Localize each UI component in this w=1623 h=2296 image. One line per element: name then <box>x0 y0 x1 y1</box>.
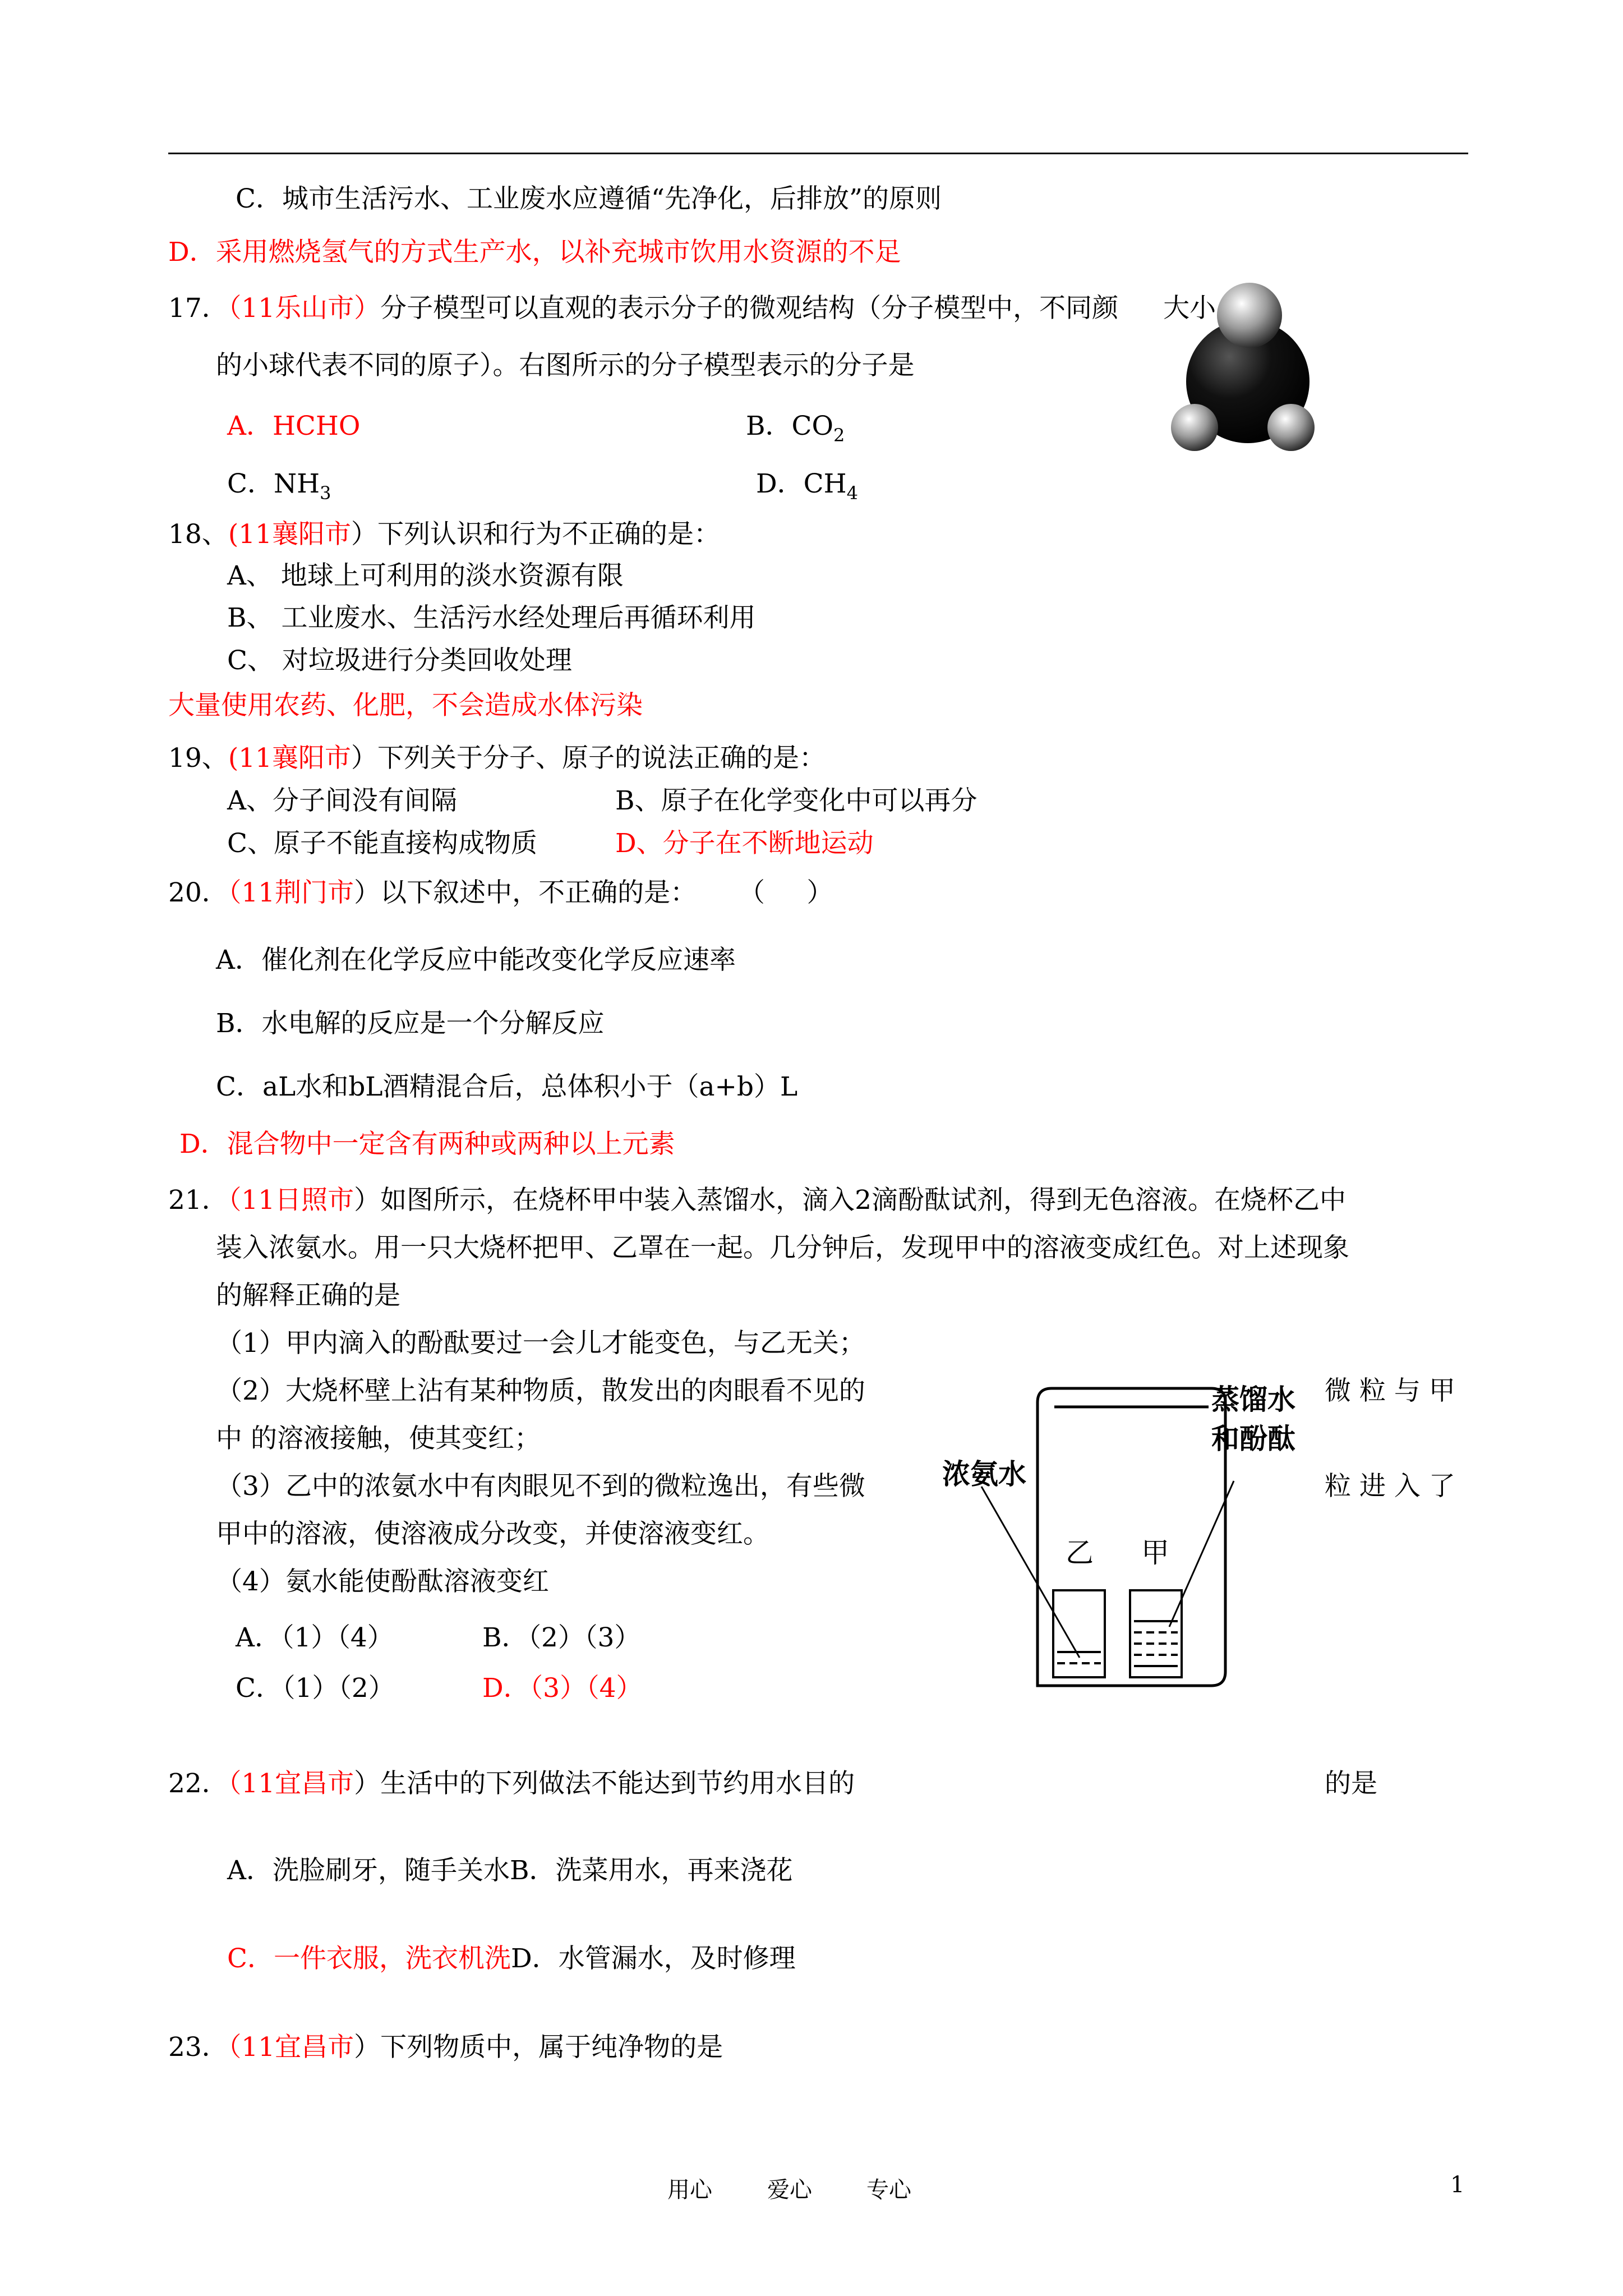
q19-option-c: C、原子不能直接构成物质 <box>227 828 537 859</box>
footer-motto-2: 爱心 <box>767 2177 812 2203</box>
small-atom-top <box>1217 283 1282 348</box>
question-23: 23．（11宜昌市）下列物质中，属于纯净物的是 <box>168 2032 723 2063</box>
option-c-line: C．城市生活污水、工业废水应遵循“先净化，后排放”的原则 <box>236 183 942 214</box>
q21-statement-3-right: 粒 进 入 了 <box>1325 1471 1455 1502</box>
q17-option-c: C．$NH_3$ <box>227 468 331 504</box>
q21-option-b: B．（2）（3） <box>482 1622 641 1653</box>
small-atom-right <box>1267 404 1315 451</box>
header-rule <box>168 153 1468 154</box>
label-water-line1: 蒸馏水 <box>1211 1383 1295 1416</box>
q19-option-b: B、原子在化学变化中可以再分 <box>615 785 978 816</box>
question-22-end: 的是 <box>1325 1768 1377 1799</box>
question-text-end: 大小 <box>1163 293 1216 324</box>
footer-motto-3: 专心 <box>866 2177 911 2203</box>
q21-option-a: A．（1）（4） <box>236 1622 394 1653</box>
molecule-model-figure <box>1166 280 1324 460</box>
beaker-experiment-figure <box>942 1369 1335 1694</box>
question-17-cont: 的小球代表不同的原子）。右图所示的分子模型表示的分子是 <box>216 350 915 381</box>
q20-option-c: C．aL水和bL酒精混合后，总体积小于（a+b）L <box>216 1071 798 1102</box>
question-18: 18、(11襄阳市）下列认识和行为不正确的是： <box>168 519 720 550</box>
q21-statement-3: （3）乙中的浓氨水中有肉眼见不到的微粒逸出，有些微 <box>216 1471 865 1502</box>
q18-option-b: B、 工业废水、生活污水经处理后再循环利用 <box>227 602 756 633</box>
q21-option-d: D．（3）（4） <box>482 1673 643 1704</box>
q21-statement-1: （1）甲内滴入的酚酞要过一会儿才能变色，与乙无关； <box>216 1328 865 1359</box>
q18-option-a: A、 地球上可利用的淡水资源有限 <box>227 560 624 591</box>
q21-statement-4: （4）氨水能使酚酞溶液变红 <box>216 1566 549 1597</box>
footer-motto-1: 用心 <box>667 2177 712 2203</box>
q19-option-a: A、分子间没有间隔 <box>227 785 457 816</box>
q18-option-d: 大量使用农药、化肥，不会造成水体污染 <box>168 690 643 721</box>
question-20: 20．（11荆门市）以下叙述中，不正确的是： （ ） <box>168 877 833 908</box>
label-jia: 甲 <box>1141 1536 1169 1569</box>
q22-options-ab: A．洗脸刷牙，随手关水B．洗菜用水，再来浇花 <box>227 1855 793 1886</box>
small-atom-left <box>1171 404 1218 451</box>
question-21-cont: 装入浓氨水。用一只大烧杯把甲、乙罩在一起。几分钟后，发现甲中的溶液变成红色。对上述现象 <box>216 1232 1349 1263</box>
beaker-jia <box>1130 1590 1182 1677</box>
question-number: 17． <box>168 293 228 324</box>
q20-option-b: B．水电解的反应是一个分解反应 <box>216 1008 605 1039</box>
label-water-line2: 和酚酞 <box>1211 1423 1295 1455</box>
q22-options-cd <box>227 1942 796 1976</box>
question-17 <box>168 292 1216 325</box>
q19-option-d: D、分子在不断地运动 <box>615 828 874 859</box>
label-ammonia: 浓氨水 <box>942 1458 1026 1490</box>
q22-option-d: D．水管漏水，及时修理 <box>510 1943 796 1974</box>
q21-statement-2-cont: 中 的溶液接触，使其变红； <box>216 1423 541 1454</box>
q21-statement-2-right: 微 粒 与 甲 <box>1325 1375 1455 1406</box>
q17-option-b: B．$CO_2$ <box>746 411 845 446</box>
question-22: 22．（11宜昌市）生活中的下列做法不能达到节约用水目的 <box>168 1768 855 1799</box>
label-yi: 乙 <box>1066 1536 1094 1569</box>
q21-statement-3-cont: 甲中的溶液，使溶液成分改变，并使溶液变红。 <box>216 1519 769 1549</box>
question-text: 分子模型可以直观的表示分子的微观结构（分子模型中，不同颜 <box>380 293 1119 324</box>
q20-option-d: D．混合物中一定含有两种或两种以上元素 <box>179 1129 675 1159</box>
question-21-cont2: 的解释正确的是 <box>216 1280 400 1311</box>
q21-statement-2: （2）大烧杯壁上沾有某种物质，散发出的肉眼看不见的 <box>216 1375 865 1406</box>
q21-option-c: C．（1）（2） <box>236 1673 395 1704</box>
q17-option-a: A．HCHO <box>227 411 361 441</box>
q18-option-c: C、 对垃圾进行分类回收处理 <box>227 645 572 676</box>
question-source: （11乐山市） <box>228 293 381 324</box>
option-d-answer: D．采用燃烧氢气的方式生产水，以补充城市饮用水资源的不足 <box>168 237 901 268</box>
question-21: 21．（11日照市）如图所示，在烧杯甲中装入蒸馏水，滴入2滴酚酞试剂，得到无色溶液。在烧杯乙中 <box>168 1185 1347 1216</box>
q22-option-c: C．一件衣服，洗衣机洗 <box>227 1943 511 1974</box>
page-number: 1 <box>1450 2172 1465 2198</box>
question-19: 19、(11襄阳市）下列关于分子、原子的说法正确的是： <box>168 743 826 774</box>
q20-option-a: A．催化剂在化学反应中能改变化学反应速率 <box>216 945 736 976</box>
q17-option-d: D．$CH_4$ <box>756 468 858 504</box>
